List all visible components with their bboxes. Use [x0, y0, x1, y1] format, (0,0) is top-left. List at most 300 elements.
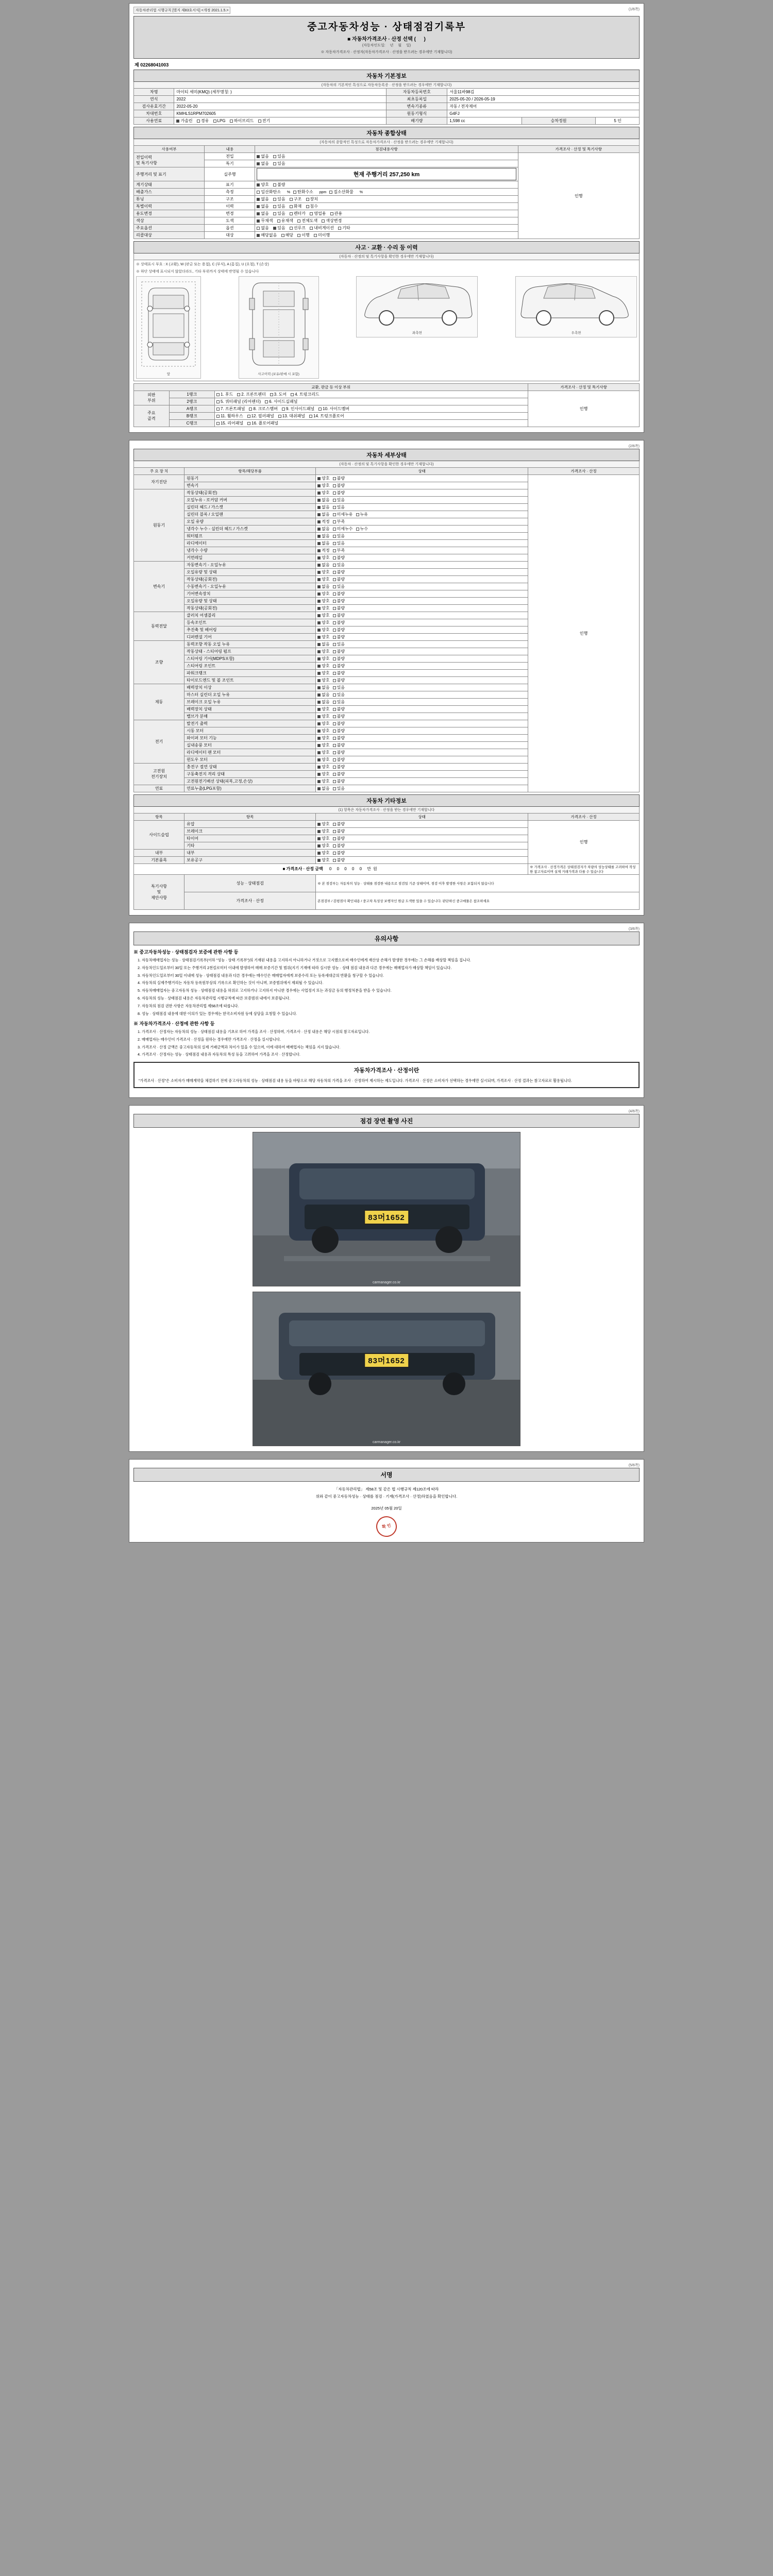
checkbox-원동기-6-1[interactable]: 있음 [333, 533, 345, 539]
checkbox-변속기-6-1[interactable]: 불량 [333, 605, 345, 611]
overall-row-label-9: 주요옵션 [134, 225, 205, 232]
part-front-fender[interactable]: 2. 프론트펜더 [237, 392, 266, 397]
other-group-사이드슬립: 사이드슬립 [134, 820, 184, 849]
detail-item-options [316, 640, 528, 648]
checkbox-etc[interactable]: 기타 [338, 225, 350, 231]
checkbox-good-3[interactable]: 양호 [257, 182, 268, 188]
overall-row-sub-8: 도색 [205, 217, 255, 225]
checkbox-전기-5-0[interactable]: 양호 [317, 757, 329, 762]
detail-item-label: 충전구 절연 상태 [184, 763, 316, 770]
part-side-member[interactable]: 10. 사이드멤버 [318, 406, 349, 412]
checkbox-변속기-6-0[interactable]: 양호 [317, 605, 329, 611]
overall-row-sub-0: 전입 [205, 153, 255, 160]
detail-item-options [316, 777, 528, 785]
part-side-sill[interactable]: 6. 사이드실패널 [265, 399, 297, 404]
part-floor-panel[interactable]: 16. 플로어패널 [247, 420, 278, 426]
notice-item-1-3: 4. 자동차의 실제주행거리는 자동차 등록원부상의 기록으로 확인하는 것이 아니며, 보증범위에서 제외될 수 있습니다. [142, 980, 640, 986]
car-front-label: 앞 [166, 372, 171, 376]
checkbox-원동기-3-1[interactable]: 미세누유 [333, 512, 353, 517]
checkbox-자기진단-1-0[interactable]: 양호 [317, 483, 329, 488]
overall-row-opts-9 [255, 225, 518, 232]
parts-rank-a: A랭크 [169, 405, 214, 412]
checkbox-조향-2-1[interactable]: 불량 [333, 656, 345, 662]
checkbox-history-yes[interactable]: 있음 [273, 204, 285, 209]
checkbox-변속기-4-1[interactable]: 불량 [333, 591, 345, 597]
checkbox-none-0[interactable]: 없음 [257, 154, 268, 159]
basic-info-table [133, 70, 640, 125]
value-hc: ppm [317, 191, 329, 194]
detail-item-options [316, 741, 528, 749]
parts-rank-c: C랭크 [169, 419, 214, 427]
part-pillar-panel[interactable]: 12. 필러패널 [247, 413, 274, 419]
checkbox-co[interactable]: 일산화탄소 [257, 189, 281, 195]
checkbox-원동기-0-1[interactable]: 불량 [333, 490, 345, 496]
checkbox-tuning-none[interactable]: 없음 [257, 196, 268, 202]
checkbox-동력전달-0-1[interactable]: 불량 [333, 613, 345, 618]
detail-signature: 인행 [528, 474, 640, 792]
checkbox-원동기-5-1[interactable]: 미세누수 [333, 526, 353, 532]
checkbox-원동기-8-0[interactable]: 적정 [317, 548, 329, 553]
detail-item-label: 마스터 실린더 오일 누유 [184, 691, 316, 698]
detail-item-label: 작동상태(공회전) [184, 489, 316, 496]
checkbox-원동기-7-0[interactable]: 없음 [317, 540, 329, 546]
checkbox-변속기-2-0[interactable]: 양호 [317, 577, 329, 582]
checkbox-조향-0-1[interactable]: 있음 [333, 641, 345, 647]
checkbox-other-사이드슬립-1-1[interactable]: 불량 [333, 828, 345, 834]
checkbox-고전원-전기장치-2-0[interactable]: 양호 [317, 778, 329, 784]
checkbox-color-change[interactable]: 색상변경 [322, 218, 342, 224]
checkbox-other-기본품목-0-1[interactable]: 불량 [333, 857, 345, 863]
checkbox-조향-1-0[interactable]: 양호 [317, 649, 329, 654]
checkbox-fire[interactable]: 화재 [290, 204, 301, 209]
other-item-label: 내부 [184, 849, 316, 856]
detail-item-options [316, 691, 528, 698]
detail-item-options [316, 539, 528, 547]
checkbox-none-1[interactable]: 없음 [257, 161, 268, 166]
overall-row-label-4: 배출가스 [134, 189, 205, 196]
page-mark-4: (4/6쪽) [628, 1110, 640, 1114]
checkbox-조향-5-0[interactable]: 양호 [317, 677, 329, 683]
detail-group-변속기: 변속기 [134, 561, 184, 612]
checkbox-제동-4-1[interactable]: 불량 [333, 714, 345, 719]
checkbox-제동-1-0[interactable]: 없음 [317, 692, 329, 698]
photo-watermark-2: carmanager.co.kr [372, 1440, 401, 1445]
notice-list-1 [142, 957, 640, 1017]
detail-item-label: 등속조인트 [184, 619, 316, 626]
checkbox-조향-4-0[interactable]: 양호 [317, 670, 329, 676]
checkbox-조향-5-1[interactable]: 불량 [333, 677, 345, 683]
detail-item-options [316, 655, 528, 662]
checkbox-전기-0-1[interactable]: 불량 [333, 721, 345, 726]
overall-row-sub-2: 실주행 [205, 167, 255, 181]
overall-state-table [133, 127, 640, 239]
checkbox-sunroof[interactable]: 선루프 [290, 225, 306, 231]
checkbox-other-사이드슬립-2-1[interactable]: 불량 [333, 836, 345, 841]
checkbox-조향-4-1[interactable]: 불량 [333, 670, 345, 676]
part-door[interactable]: 3. 도어 [270, 392, 287, 397]
checkbox-전기-4-0[interactable]: 양호 [317, 750, 329, 755]
detail-group-전기: 전기 [134, 720, 184, 763]
fuel-option-gasoline[interactable]: 가솔린 [176, 118, 192, 124]
overall-col-0: 사용여부 [134, 146, 205, 153]
fuel-option-lpg[interactable]: LPG [213, 118, 226, 123]
label-trans: 변속기종류 [386, 103, 447, 110]
detail-item-label: 작동상태(공회전) [184, 604, 316, 612]
fuel-option-diesel[interactable]: 경유 [197, 118, 209, 124]
other-note: (1) 항목은 자동차가격조사 · 산정을 받는 경우에만 기재합니다 [134, 806, 640, 813]
checkbox-use-yes[interactable]: 있음 [273, 211, 285, 216]
checkbox-원동기-5-2[interactable]: 누수 [356, 526, 368, 532]
checkbox-원동기-9-1[interactable]: 불량 [333, 555, 345, 561]
detail-item-label: 타이로드엔드 및 볼 조인트 [184, 676, 316, 684]
checkbox-동력전달-3-1[interactable]: 불량 [333, 634, 345, 640]
detail-item-label: 고전원전기배선 상태(피복,고정,손상) [184, 777, 316, 785]
checkbox-전기-3-0[interactable]: 양호 [317, 742, 329, 748]
checkbox-color-mono[interactable]: 무채색 [257, 218, 273, 224]
part-front-panel[interactable]: 7. 프론트패널 [216, 406, 245, 412]
notice-heading-1: ※ 중고자동차성능 · 상태점검자 보증에 관한 사항 등 [133, 949, 239, 955]
checkbox-제동-2-0[interactable]: 없음 [317, 699, 329, 705]
checkbox-제동-4-0[interactable]: 양호 [317, 714, 329, 719]
part-wheel-house[interactable]: 11. 휠하우스 [216, 413, 243, 419]
checkbox-other-사이드슬립-2-0[interactable]: 양호 [317, 836, 329, 841]
other-item-options [316, 856, 528, 863]
detail-item-options [316, 554, 528, 561]
detail-item-options [316, 482, 528, 489]
checkbox-원동기-4-1[interactable]: 부족 [333, 519, 345, 524]
checkbox-원동기-7-1[interactable]: 있음 [333, 540, 345, 546]
checkbox-전기-2-1[interactable]: 불량 [333, 735, 345, 741]
page-subtitle-note-2: ※ 자동차가격조사 · 산정자(자동차가격조사 · 산정을 받으려는 경우에만 기재합니다) [321, 50, 452, 54]
sign-body [133, 1486, 640, 1537]
checkbox-official[interactable]: 관용 [330, 211, 342, 216]
checkbox-고전원-전기장치-1-0[interactable]: 양호 [317, 771, 329, 777]
overall-row-opts-7 [255, 210, 518, 217]
fuel-option-electric[interactable]: 전기 [258, 118, 270, 124]
checkbox-변속기-3-1[interactable]: 있음 [333, 584, 345, 589]
checkbox-option-yes[interactable]: 있음 [273, 225, 285, 231]
checkbox-전기-5-1[interactable]: 불량 [333, 757, 345, 762]
price-note: ※ 가격조사 · 산정가격은 상태점검자가 차량의 성능상태를 고려하여 작성한 참고자료이며 실제 거래가격과 다를 수 있습니다 [528, 863, 640, 874]
basic-info-title: 자동차 기본정보 [134, 70, 640, 82]
checkbox-other-사이드슬립-3-1[interactable]: 불량 [333, 843, 345, 849]
checkbox-원동기-2-1[interactable]: 있음 [333, 504, 345, 510]
detail-item-label: 오일유량 및 상태 [184, 597, 316, 604]
checkbox-bad-3[interactable]: 불량 [273, 182, 285, 188]
checkbox-고전원-전기장치-1-1[interactable]: 불량 [333, 771, 345, 777]
detail-item-label: 발전기 출력 [184, 720, 316, 727]
checkbox-전기-0-0[interactable]: 양호 [317, 721, 329, 726]
page-mark-2: (2/6쪽) [628, 444, 640, 448]
checkbox-원동기-1-1[interactable]: 있음 [333, 497, 345, 503]
other-item-label: 보유공구 [184, 856, 316, 863]
checkbox-연료-0-1[interactable]: 있음 [333, 786, 345, 791]
checkbox-원동기-9-0[interactable]: 양호 [317, 555, 329, 561]
detail-item-label: 디퍼렌셜 기어 [184, 633, 316, 640]
label-seats: 승차정원 [522, 117, 595, 125]
checkbox-business[interactable]: 영업용 [310, 211, 326, 216]
checkbox-recall-undone[interactable]: 미이행 [314, 232, 330, 238]
checkbox-원동기-8-1[interactable]: 부족 [333, 548, 345, 553]
detail-group-조향: 조향 [134, 640, 184, 684]
overall-row-sub-4: 측정 [205, 189, 255, 196]
detail-item-options [316, 568, 528, 575]
checkbox-yes-1[interactable]: 있음 [273, 161, 285, 166]
detail-item-options [316, 698, 528, 705]
checkbox-원동기-6-0[interactable]: 없음 [317, 533, 329, 539]
sign-line-0: 「자동차관리법」 제58조 및 같은 법 시행규칙 제120조에 따라 [334, 1487, 439, 1492]
basic-info-note: (자동차의 기본적인 특성으로 자동차등록증 · 산정을 받으려는 경우에만 기재합니다) [134, 82, 640, 89]
checkbox-other-사이드슬립-1-0[interactable]: 양호 [317, 828, 329, 834]
checkbox-변속기-0-0[interactable]: 없음 [317, 562, 329, 568]
checkbox-원동기-3-2[interactable]: 누유 [356, 512, 368, 517]
photo-title: 점검 장면 촬영 사진 [133, 1114, 640, 1128]
detail-item-options [316, 612, 528, 619]
overall-row-opts-4 [255, 189, 518, 196]
value-engine: G4FJ [447, 110, 640, 117]
checkbox-조향-3-0[interactable]: 양호 [317, 663, 329, 669]
accident-signature: 인행 [528, 391, 640, 427]
checkbox-원동기-1-0[interactable]: 없음 [317, 497, 329, 503]
checkbox-rental[interactable]: 렌터카 [290, 211, 306, 216]
checkbox-제동-0-1[interactable]: 있음 [333, 685, 345, 690]
detail-item-label: 추진축 및 베어링 [184, 626, 316, 633]
car-left-label: 좌측면 [412, 331, 422, 335]
overall-row-label-7: 용도변경 [134, 210, 205, 217]
price-label: ■ 가격조사 · 산정 금액 [282, 867, 323, 872]
checkbox-제동-3-1[interactable]: 불량 [333, 706, 345, 712]
checkbox-변속기-1-1[interactable]: 불량 [333, 569, 345, 575]
other-item-options [316, 827, 528, 835]
detail-item-label: 오일누유 - 로커암 커버 [184, 496, 316, 503]
checkbox-동력전달-2-1[interactable]: 불량 [333, 627, 345, 633]
checkbox-자기진단-0-0[interactable]: 양호 [317, 476, 329, 481]
overall-signature: 인행 [518, 153, 639, 239]
mileage-display: 현재 주행거리 257,250 km [257, 168, 516, 180]
detail-item-label: 밸브가 분해 [184, 713, 316, 720]
detail-col-2: 상태 [316, 467, 528, 474]
sheet-3 [129, 923, 644, 1098]
checkbox-전기-1-0[interactable]: 양호 [317, 728, 329, 734]
checkbox-yes-0[interactable]: 있음 [273, 154, 285, 159]
checkbox-제동-2-1[interactable]: 있음 [333, 699, 345, 705]
checkbox-recall-done[interactable]: 이행 [297, 232, 309, 238]
detail-col-0: 주 요 장 치 [134, 467, 184, 474]
overall-row-sub-5: 구조 [205, 196, 255, 203]
sheet-4 [129, 1105, 644, 1452]
price-row [134, 863, 528, 874]
other-body [134, 820, 640, 863]
other-item-label: 기타 [184, 842, 316, 849]
checkbox-고전원-전기장치-2-1[interactable]: 불량 [333, 778, 345, 784]
detail-body [134, 474, 640, 792]
part-trunk-floor[interactable]: 14. 트렁크플로어 [309, 413, 344, 419]
value-year: 2022 [174, 96, 386, 103]
checkbox-other-내부-0-0[interactable]: 양호 [317, 850, 329, 856]
checkbox-동력전달-2-0[interactable]: 양호 [317, 627, 329, 633]
fuel-option-hybrid[interactable]: 하이브리드 [230, 118, 254, 124]
detail-item-label: 와이퍼 모터 기능 [184, 734, 316, 741]
checkbox-동력전달-1-0[interactable]: 양호 [317, 620, 329, 625]
notice-heading-2: ※ 자동차가격조사 · 산정에 관한 사항 등 [133, 1021, 215, 1026]
detail-item-options [316, 619, 528, 626]
overall-row-sub-6: 이력 [205, 203, 255, 210]
value-disp: 1,598 cc [447, 117, 522, 125]
checkbox-other-사이드슬립-0-0[interactable]: 양호 [317, 821, 329, 827]
sign-line-1: 위와 같이 중고자동차성능 · 상태를 점검 · 기재(가격조사 · 산정)하였음을 확인합니다. [315, 1494, 458, 1499]
detail-item-label: 기어변속장치 [184, 590, 316, 597]
diagram-note-1: ※ 상태표시 부호 : X (교환), W (판금 또는 용접), C (부식), A (흠집), U (요철), T (손상) [136, 263, 269, 266]
checkbox-원동기-4-0[interactable]: 적정 [317, 519, 329, 524]
checkbox-other-기본품목-0-0[interactable]: 양호 [317, 857, 329, 863]
detail-item-label: 배력장치 이상 [184, 684, 316, 691]
checkbox-tuning-structure[interactable]: 구조 [290, 196, 301, 202]
checkbox-변속기-5-0[interactable]: 양호 [317, 598, 329, 604]
detail-item-label: 연료누출(LPG포함) [184, 785, 316, 792]
checkbox-연료-0-0[interactable]: 없음 [317, 786, 329, 791]
checkbox-제동-0-0[interactable]: 없음 [317, 685, 329, 690]
detail-item-options [316, 705, 528, 713]
detail-item-options [316, 684, 528, 691]
other-col-2: 가격조사 · 산정 [528, 813, 640, 820]
document-number [135, 61, 640, 68]
detail-item-options [316, 511, 528, 518]
checkbox-조향-1-1[interactable]: 불량 [333, 649, 345, 654]
checkbox-full-paint[interactable]: 전체도색 [297, 218, 317, 224]
checkbox-other-사이드슬립-0-1[interactable]: 불량 [333, 821, 345, 827]
checkbox-동력전달-0-0[interactable]: 양호 [317, 613, 329, 618]
special-label: 특기사항 및 제안사항 [134, 874, 184, 909]
checkbox-변속기-3-0[interactable]: 없음 [317, 584, 329, 589]
accident-note: (자동차 · 산정의 및 특기사항을 확인한 경우에만 기재합니다) [134, 253, 640, 260]
detail-item-label: 워터펌프 [184, 532, 316, 539]
checkbox-원동기-2-0[interactable]: 없음 [317, 504, 329, 510]
part-quarter-panel[interactable]: 5. 쿼터패널 (리어펜더) [216, 399, 261, 404]
checkbox-변속기-5-1[interactable]: 불량 [333, 598, 345, 604]
checkbox-조향-0-0[interactable]: 없음 [317, 641, 329, 647]
value-car-name: 마이티 세미(KMQ) (세부명칭: ) [174, 89, 386, 96]
part-trunk-lid[interactable]: 4. 트렁크리드 [291, 392, 320, 397]
detail-item-label: 윈도우 모터 [184, 756, 316, 763]
detail-row [134, 474, 640, 482]
checkbox-other-내부-0-1[interactable]: 불량 [333, 850, 345, 856]
notice-item-1-4: 5. 자동차매매업자는 중고자동차 성능 · 상태점검 내용을 허위로 고지하거나 고지하지 아니한 경우에는 사업정지 또는 과징금 등의 행정처분을 받을 수 있습니다. [142, 988, 640, 994]
checkbox-tuning-yes[interactable]: 있음 [273, 196, 285, 202]
checkbox-제동-3-0[interactable]: 양호 [317, 706, 329, 712]
checkbox-변속기-1-0[interactable]: 양호 [317, 569, 329, 575]
overall-row-label-10: 리콜대상 [134, 232, 205, 239]
detail-item-options [316, 669, 528, 676]
parts-rank-2: 2랭크 [169, 398, 214, 405]
detail-item-label: 시동 모터 [184, 727, 316, 734]
checkbox-navigation[interactable]: 내비게이션 [310, 225, 334, 231]
checkbox-고전원-전기장치-0-0[interactable]: 양호 [317, 764, 329, 770]
checkbox-history-none[interactable]: 없음 [257, 204, 268, 209]
detail-item-label: 스티어링 조인트 [184, 662, 316, 669]
detail-group-연료: 연료 [134, 785, 184, 792]
value-trans: 자동 / 전자제어 [447, 103, 640, 110]
overall-col-1: 내용 [205, 146, 255, 153]
checkbox-전기-1-1[interactable]: 불량 [333, 728, 345, 734]
parts-group-outer: 외판 부위 [134, 391, 170, 405]
checkbox-변속기-4-0[interactable]: 양호 [317, 591, 329, 597]
notice-item-1-0: 1. 자동차매매업자는 성능 · 상태점검기록부(이하 "성능 · 상태 기록부")의 기재된 내용을 고지하지 아니하거나 거짓으로 고지했으로써 매수인에게 재산상 손해가 발생한 경우에는 그 손해를 배상할 책임을 집니다. [142, 957, 640, 963]
accident-parts-header: 교환, 판금 등 이상 부위 [134, 383, 528, 391]
part-rear-panel[interactable]: 15. 리어패널 [216, 420, 243, 426]
checkbox-동력전달-1-1[interactable]: 불량 [333, 620, 345, 625]
detail-item-options [316, 713, 528, 720]
document-number-value: 02268041003 [140, 62, 169, 67]
checkbox-color-multi[interactable]: 유채색 [277, 218, 293, 224]
checkbox-option-none[interactable]: 없음 [257, 225, 268, 231]
checkbox-recall-yes[interactable]: 해당 [281, 232, 293, 238]
checkbox-조향-2-0[interactable]: 양호 [317, 656, 329, 662]
part-inside-panel[interactable]: 9. 인사이드패널 [282, 406, 314, 412]
checkbox-전기-3-1[interactable]: 불량 [333, 742, 345, 748]
car-diagram-front [136, 276, 201, 379]
checkbox-use-none[interactable]: 없음 [257, 211, 268, 216]
overall-row-mileage [255, 167, 518, 181]
checkbox-전기-4-1[interactable]: 불량 [333, 750, 345, 755]
value-first-reg: 2025-05-20 / 2026-05-19 [447, 96, 640, 103]
other-item-label: 유압 [184, 820, 316, 827]
detail-item-options [316, 489, 528, 496]
checkbox-조향-3-1[interactable]: 불량 [333, 663, 345, 669]
checkbox-recall-na[interactable]: 해당없음 [257, 232, 277, 238]
accident-title: 사고 · 교환 · 수리 등 이력 [134, 242, 640, 253]
checkbox-nox[interactable]: 질소산화물 [329, 189, 354, 195]
checkbox-변속기-2-1[interactable]: 불량 [333, 577, 345, 582]
checkbox-자기진단-0-1[interactable]: 불량 [333, 476, 345, 481]
accident-parts-table [133, 383, 640, 427]
checkbox-flood[interactable]: 침수 [306, 204, 318, 209]
value-reg-no: 서울11바98김 [447, 89, 640, 96]
special-row-value-0: ※ 본 점검부는 자동차의 성능 · 상태를 점검한 내용으로 점검일 기준 상태이며, 점검 이후 발생한 사항은 포함되지 않습니다 [316, 874, 640, 892]
accident-parts-sign-header: 가격조사 · 산정 및 특기사항 [528, 383, 640, 391]
value-nox: % [357, 191, 363, 194]
part-cross-member[interactable]: 8. 크로스멤버 [249, 406, 278, 412]
detail-col-3: 가격조사 · 산정 [528, 467, 640, 474]
checkbox-hc[interactable]: 탄화수소 [293, 189, 313, 195]
part-dash-panel[interactable]: 13. 대쉬패널 [278, 413, 305, 419]
detail-item-options [316, 763, 528, 770]
checkbox-원동기-3-0[interactable]: 없음 [317, 512, 329, 517]
checkbox-변속기-0-1[interactable]: 있음 [333, 562, 345, 568]
checkbox-고전원-전기장치-0-1[interactable]: 불량 [333, 764, 345, 770]
overall-row-sub-9: 옵션 [205, 225, 255, 232]
checkbox-자기진단-1-1[interactable]: 불량 [333, 483, 345, 488]
sheet-5 [129, 1459, 644, 1543]
checkbox-제동-1-1[interactable]: 있음 [333, 692, 345, 698]
checkbox-other-사이드슬립-3-0[interactable]: 양호 [317, 843, 329, 849]
checkbox-동력전달-3-0[interactable]: 양호 [317, 634, 329, 640]
label-inspect-period: 검사유효기간 [134, 103, 174, 110]
checkbox-원동기-0-0[interactable]: 양호 [317, 490, 329, 496]
overall-note: (자동차의 종합적인 특성으로 자동차가격조사 · 산정을 받으려는 경우에만 기재합니다) [134, 139, 640, 146]
checkbox-tuning-device[interactable]: 장치 [306, 196, 318, 202]
detail-item-label: 원동기 [184, 474, 316, 482]
overall-row-sub-1: 특기 [205, 160, 255, 167]
checkbox-전기-2-0[interactable]: 양호 [317, 735, 329, 741]
detail-item-options [316, 597, 528, 604]
notice-box-title: 자동차가격조사 · 산정이란 [354, 1067, 419, 1074]
checkbox-원동기-5-0[interactable]: 없음 [317, 526, 329, 532]
detail-item-label: 작동상태(공회전) [184, 575, 316, 583]
car-top-label: 사고이력 (보유/판매 시 포함) [258, 372, 299, 376]
part-hood[interactable]: 1. 후드 [216, 392, 233, 397]
detail-col-1: 항목/해당부품 [184, 467, 316, 474]
notice-item-2-0: 1. 가격조사 · 산정자는 자동차의 성능 · 상태점검 내용을 기초로 하여 가격을 조사 · 산정하며, 가격조사 · 산정 내용은 해당 시점의 참고자료입니다. [142, 1029, 640, 1035]
